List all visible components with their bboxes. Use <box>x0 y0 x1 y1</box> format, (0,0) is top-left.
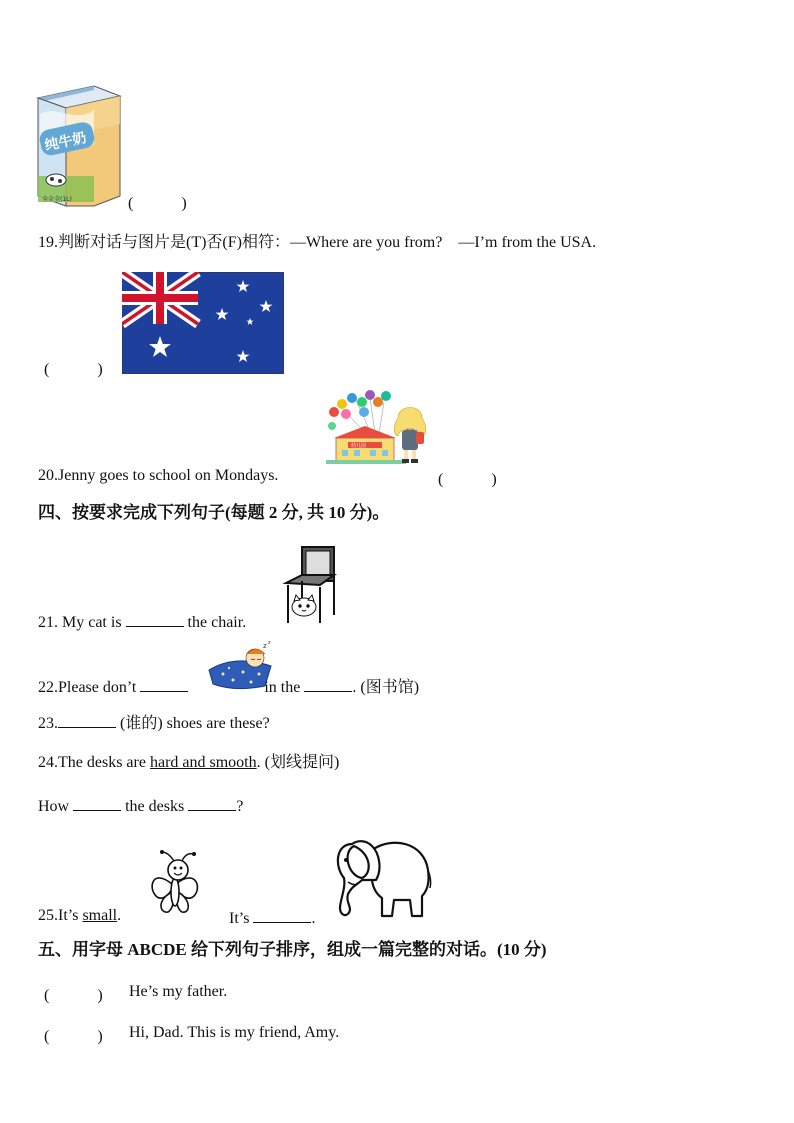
dialog-paren-1[interactable]: ( ) <box>44 987 103 1004</box>
question-22 <box>38 675 419 698</box>
question-24-underlined: hard and smooth <box>149 754 257 771</box>
question-25-pre: 25.It’s <box>38 907 83 924</box>
school-sign-text: 幼儿园 <box>351 443 367 449</box>
blank-22b[interactable] <box>304 675 352 692</box>
question-21 <box>38 610 246 633</box>
question-25-post: . <box>117 907 122 924</box>
question-23-pre: 23. <box>38 715 58 732</box>
dialog-line-1: He’s my father. <box>129 983 228 1000</box>
question-22-mid: in the <box>260 679 305 696</box>
question-25-underlined: small <box>82 907 118 924</box>
question-19: 19.判断对话与图片是(T)否(F)相符：—Where are you from? —I’m from the USA. <box>38 234 597 251</box>
svg-text:z: z <box>268 640 271 646</box>
question-24b <box>38 794 243 817</box>
milk-carton-label: 纯牛奶 <box>43 129 88 155</box>
question-24b-pre: How <box>38 798 74 815</box>
question-21-post: the chair. <box>183 614 247 631</box>
question-25-right <box>229 906 315 929</box>
question-21-pre: 21. My cat is <box>38 614 126 631</box>
blank-21[interactable] <box>126 610 184 627</box>
question-24b-mid: the desks <box>121 798 189 815</box>
question-23-post: (谁的) shoes are these? <box>116 715 270 732</box>
milk-carton-side-text: 全全全(1L) <box>42 196 72 203</box>
butterfly-icon <box>146 848 206 920</box>
answer-paren-milk[interactable]: ( ) <box>128 195 187 212</box>
question-24-post: . (划线提问) <box>256 754 340 771</box>
blank-24b[interactable] <box>188 794 236 811</box>
section-4-title: 四、按要求完成下列句子(每题 2 分, 共 10 分)。 <box>38 503 390 522</box>
question-25 <box>38 906 121 926</box>
question-22-pre: 22.Please don’t <box>38 679 141 696</box>
dialog-line-2: Hi, Dad. This is my friend, Amy. <box>129 1024 340 1041</box>
section-5-title: 五、用字母 ABCDE 给下列句子排序，组成一篇完整的对话。(10 分) <box>38 940 547 959</box>
blank-22a[interactable] <box>140 675 188 692</box>
svg-text:z: z <box>263 642 267 650</box>
question-25-right-pre: It’s <box>229 910 254 927</box>
question-24b-post: ? <box>236 798 244 815</box>
chair-cat-icon <box>280 545 340 625</box>
question-20: 20.Jenny goes to school on Mondays. <box>38 467 279 484</box>
question-22-post: . (图书馆) <box>352 679 420 696</box>
school-girl-balloons-icon <box>322 390 434 466</box>
elephant-icon <box>332 830 434 922</box>
milk-carton-icon <box>36 84 122 208</box>
question-24 <box>38 753 339 773</box>
blank-24a[interactable] <box>73 794 121 811</box>
question-23 <box>38 711 270 734</box>
dialog-paren-2[interactable]: ( ) <box>44 1028 103 1045</box>
question-24-pre: 24.The desks are <box>38 754 150 771</box>
answer-paren-19[interactable]: ( ) <box>44 361 103 378</box>
answer-paren-20[interactable]: ( ) <box>438 471 497 488</box>
blank-25[interactable] <box>253 906 311 923</box>
australia-flag-icon <box>122 272 284 374</box>
question-25-right-post: . <box>311 910 316 927</box>
blank-23[interactable] <box>58 711 116 728</box>
